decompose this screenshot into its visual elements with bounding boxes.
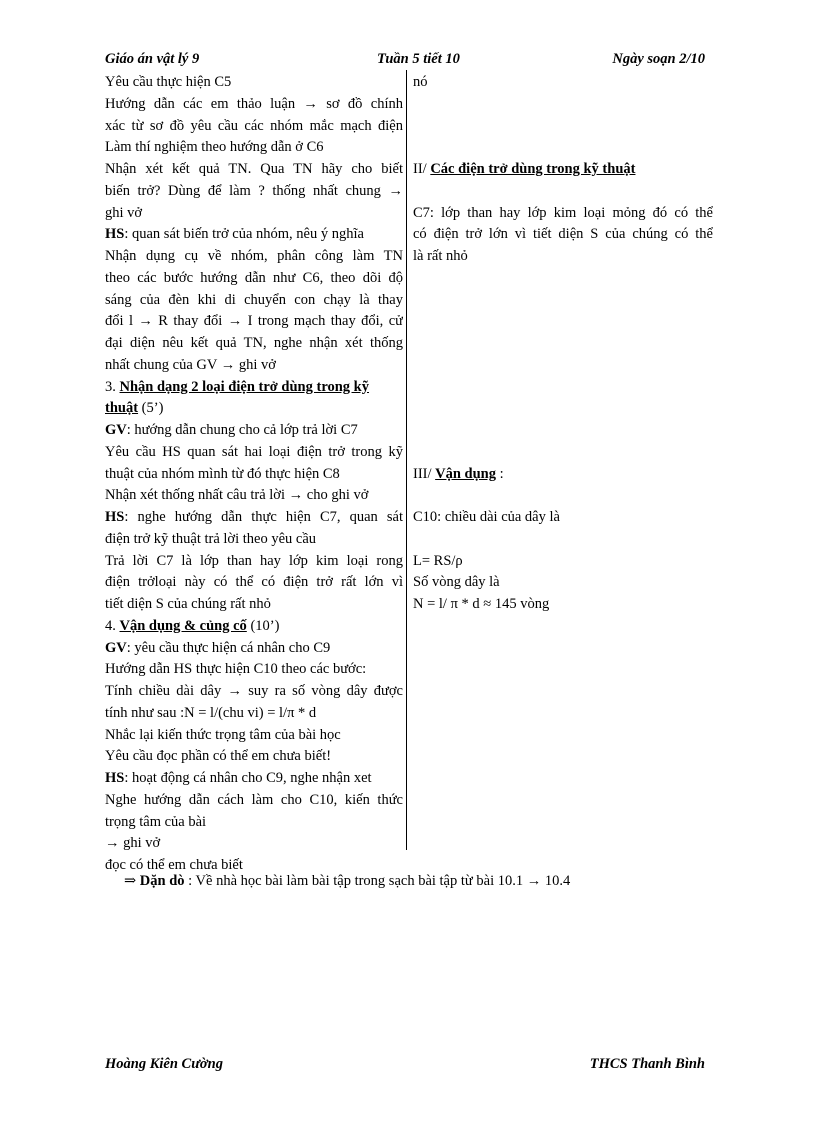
section-heading-4: 4. Vận dụng & củng cố (10’) (105, 617, 280, 634)
page-footer (105, 1056, 705, 1076)
hs-label: HS (105, 226, 125, 243)
text-line: ghi vở (105, 204, 143, 221)
header-week-lesson: Tuần 5 tiết 10 (377, 51, 460, 67)
footer-school: THCS Thanh Bình (589, 1056, 705, 1072)
text-line: sáng của đèn khi di chuyển con chạy là thay (105, 291, 403, 308)
gv-label: GV (105, 422, 127, 438)
teacher-activity-column (105, 72, 403, 877)
section-heading-3: 3. Nhận dạng 2 loại điện trở dùng trong kỹ (105, 378, 369, 395)
lesson-content-column (413, 72, 713, 616)
text-line: tính như sau :N = l/(chu vi) = l/π * d (105, 704, 317, 721)
section-heading-III: III/ Vận dụng : (413, 465, 504, 482)
text-line: điện trởloại này có thể có điện trở rất lớn vì (105, 574, 403, 591)
text-line: là rất nhỏ (413, 248, 468, 264)
formula-length: L= RS/ρ (413, 552, 463, 569)
text-line: C10: chiều dài của dây là (413, 509, 560, 525)
text-line: GV: yêu cầu thực hiện cá nhân cho C9 (105, 639, 331, 656)
text-line: Trả lời C7 là lớp than hay lớp kim loại rong (105, 552, 403, 569)
text-line: trọng tâm của bài (105, 813, 207, 830)
text-line: Hướng dẫn các em thảo luận → sơ đồ chính (105, 95, 403, 112)
text-line: HS: hoạt động cá nhân cho C9, nghe nhận xet (105, 770, 372, 786)
text-line: → ghi vở (105, 835, 161, 852)
text-line: xác từ sơ đồ yêu cầu các nhóm mắc mạch điện (105, 117, 403, 134)
text-line: tiết diện S của chúng rất nhỏ (105, 596, 271, 612)
text-line: Hướng dẫn HS thực hiện C10 theo các bước: (105, 661, 367, 678)
section-heading-3-cont: thuật (5’) (105, 400, 164, 417)
text-line: thuật của nhóm mình từ đó thực hiện C8 (105, 465, 340, 482)
text-line: có điện trở lớn vì tiết diện S của chúng có thể (413, 226, 713, 243)
text-line: Nhắc lại kiến thức trọng tâm của bài học (105, 726, 341, 743)
text-line: Yêu cầu đọc phần có thể em chưa biết! (105, 748, 332, 765)
section-heading-II: II/ Các điện trở dùng trong kỹ thuật (413, 161, 636, 177)
text-line: theo các bước hướng dẫn như C6, theo dõi độ (105, 269, 403, 286)
text-line: đọc có thể em chưa biết (105, 857, 243, 873)
header-subject: Giáo án vật lý 9 (105, 51, 200, 67)
text-line: nó (413, 74, 428, 90)
text-line: đổi l → R thay đổi → I trong mạch thay đổi, cử (105, 313, 403, 330)
text-line: Yêu cầu thực hiện C5 (105, 74, 232, 90)
text-line: Nhận xét kết quả TN. Qua TN hãy cho biết (105, 161, 403, 177)
text-line: Tính chiều dài dây → suy ra số vòng dây được (105, 683, 403, 699)
text-line: Làm thí nghiệm theo hướng dẫn ở C6 (105, 139, 324, 156)
formula-turns: N = l/ π * d ≈ 145 vòng (413, 596, 550, 612)
hs-label: HS (105, 770, 125, 786)
homework-label: Dặn dò (139, 873, 185, 889)
homework-note: ⇒ Dặn dò : Về nhà học bài làm bài tập trong sạch bài tập từ bài 10.1 → 10.4 (124, 873, 571, 889)
text-line: Yêu cầu HS quan sát hai loại điện trở trong kỹ (105, 443, 403, 460)
text-line: HS: nghe hướng dẫn thực hiện C7, quan sát (105, 509, 403, 525)
text-line: biến trở? Dùng để làm ? thống nhất chung → (105, 182, 403, 199)
column-divider (406, 70, 407, 850)
text-line: Nhận xét thống nhất câu trả lời → cho ghi vở (105, 487, 369, 504)
text-line: Nghe hướng dẫn cách làm cho C10, kiến thức (105, 791, 403, 808)
page-header (105, 51, 705, 71)
header-date: Ngày soạn 2/10 (612, 51, 705, 67)
hs-label: HS (105, 509, 125, 525)
gv-label: GV (105, 639, 127, 656)
text-line: C7: lớp than hay lớp kim loại mỏng đó có thể (413, 204, 713, 221)
text-line: GV: hướng dẫn chung cho cả lớp trả lời C7 (105, 422, 358, 438)
footer-author: Hoàng Kiên Cường (105, 1056, 223, 1072)
text-line: đại diện nêu kết quả TN, nghe nhận xét thống (105, 335, 403, 351)
text-line: HS: quan sát biến trở của nhóm, nêu ý nghĩa (105, 226, 364, 243)
text-line: Nhận dụng cụ về nhóm, phân công làm TN (105, 248, 403, 264)
text-line: nhất chung của GV → ghi vở (105, 356, 276, 373)
text-line: điện trở kỹ thuật trả lời theo yêu cầu (105, 530, 317, 547)
text-line: Số vòng dây là (413, 574, 500, 591)
implies-icon: ⇒ (124, 873, 140, 889)
